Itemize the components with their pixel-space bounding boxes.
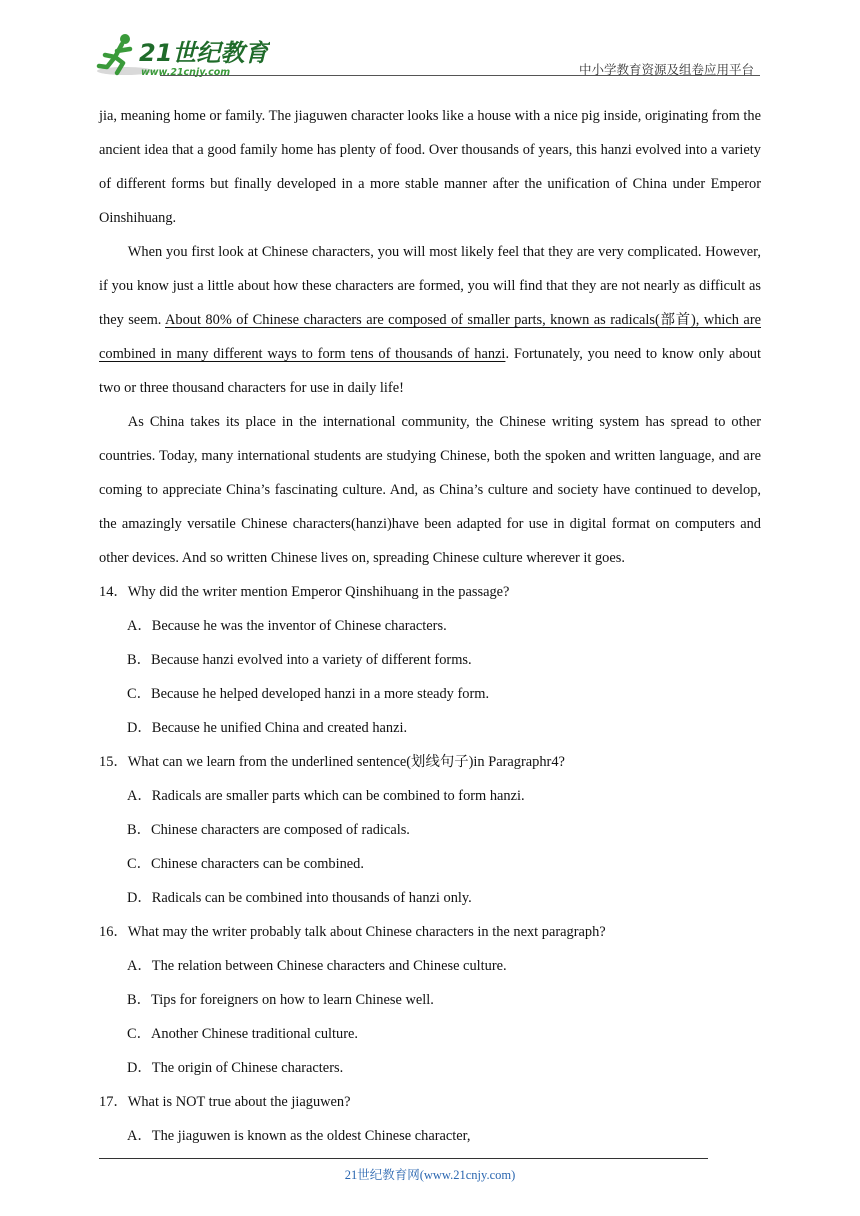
page-content: [99, 99, 761, 1153]
question-15: [99, 745, 761, 915]
page-header: [0, 0, 860, 80]
footer-divider: [99, 1158, 708, 1159]
option-a: A．Because he was the inventor of Chinese characters.: [127, 618, 447, 634]
paragraph-2-text-before: When you first look at Chinese characters, you will most likely feel that they are very complicated. However, if you know just a little about how these characters are formed, you will find that they are not nearly as difficult as they seem.: [99, 244, 761, 328]
option-c: C．Another Chinese traditional culture.: [127, 1026, 358, 1042]
option-d: D．Because he unified China and created hanzi.: [127, 720, 408, 736]
logo-subtext: www.21cnjy.com: [141, 67, 231, 78]
option-a: A．The relation between Chinese characters and Chinese culture.: [127, 958, 507, 974]
option-d: D．Radicals can be combined into thousands of hanzi only.: [127, 890, 472, 906]
option-a: A．Radicals are smaller parts which can be combined to form hanzi.: [127, 788, 525, 804]
footer-site-link[interactable]: 21世纪教育网(www.21cnjy.com): [344, 1168, 516, 1182]
passage-paragraph-3: As China takes its place in the international community, the Chinese writing system has spread to other countries. Today, many international students are studying Chinese, both the spoken and written language, and are coming to appreciate China’s fascinating culture. And, as China’s culture and society have continued to develop, the amazingly versatile Chinese characters(hanzi)have been adapted for use in digital format on computers and other devices. And so written Chinese lives on, spreading Chinese culture wherever it goes.: [99, 414, 761, 566]
option-b: B．Because hanzi evolved into a variety of different forms.: [127, 652, 472, 668]
header-platform-name: 中小学教育资源及组卷应用平台: [578, 62, 754, 77]
header-divider: [160, 75, 760, 76]
question-14: [99, 575, 761, 745]
passage-paragraph-2: [99, 235, 761, 405]
passage-paragraph-1: jia, meaning home or family. The jiaguwen character looks like a house with a nice pig inside, originating from the ancient idea that a good family home has plenty of food. Over thousands of years, this hanzi evolved into a variety of different forms but finally developed in a more stable manner after the unification of China under Emperor Oinshihuang.: [99, 108, 761, 226]
option-c: C．Because he helped developed hanzi in a more steady form.: [127, 686, 490, 702]
question-stem: 14．Why did the writer mention Emperor Qinshihuang in the passage?: [99, 584, 510, 600]
question-17: [99, 1085, 761, 1153]
question-stem: 17．What is NOT true about the jiaguwen?: [99, 1094, 351, 1110]
underlined-sentence: About 80% of Chinese characters are composed of smaller parts, known as radicals(部首), which are combined in many different ways to form tens of thousands of hanzi: [99, 312, 762, 362]
option-d: D．The origin of Chinese characters.: [127, 1060, 344, 1076]
site-logo: [95, 33, 270, 79]
option-c: C．Chinese characters can be combined.: [127, 856, 364, 872]
question-stem: 15．What can we learn from the underlined sentence(划线句子)in Paragraphr4?: [99, 754, 565, 770]
option-a: A．The jiaguwen is known as the oldest Chinese character,: [127, 1128, 471, 1144]
logo-text: 21世纪教育: [139, 39, 269, 67]
question-stem: 16．What may the writer probably talk about Chinese characters in the next paragraph?: [99, 924, 606, 940]
question-16: [99, 915, 761, 1085]
option-b: B．Chinese characters are composed of radicals.: [127, 822, 410, 838]
option-b: B．Tips for foreigners on how to learn Chinese well.: [127, 992, 434, 1008]
paragraph-2-text-after: . Fortunately, you need to know only about two or three thousand characters for use in daily life!: [99, 346, 761, 396]
